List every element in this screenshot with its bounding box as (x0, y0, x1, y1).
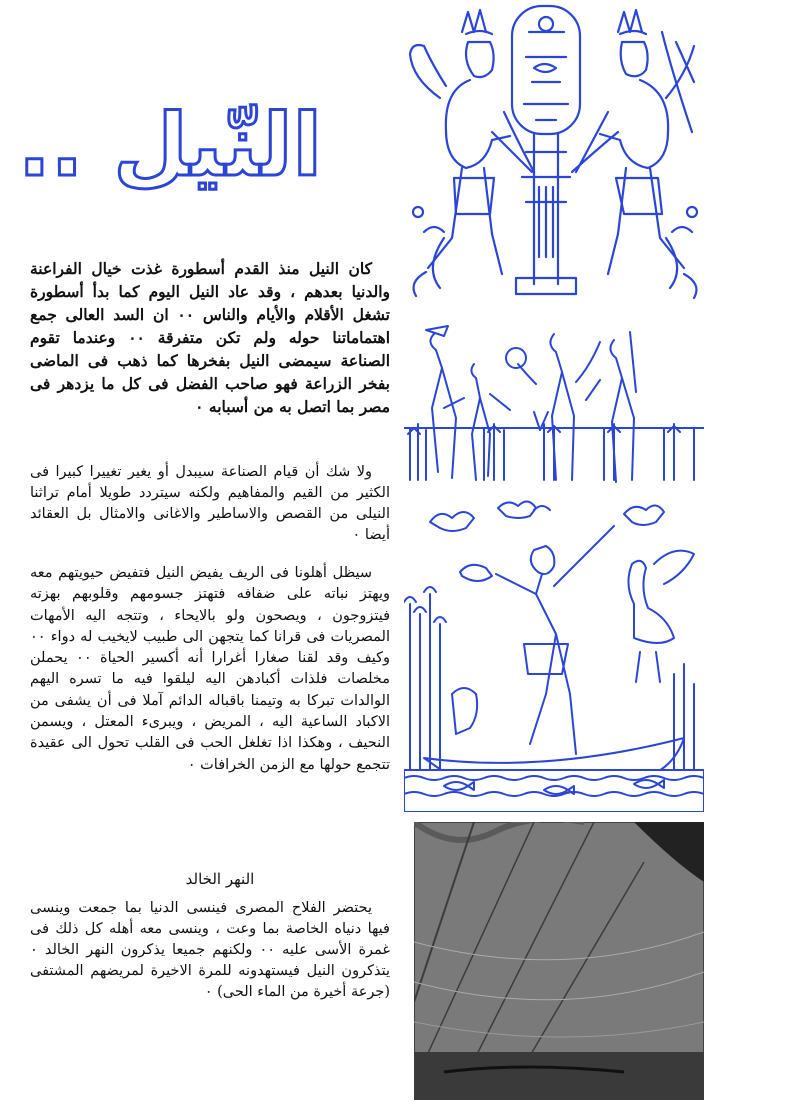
article-title: النّيل .. (18, 96, 323, 196)
harvest-scene-illustration (404, 324, 704, 484)
section-subheading: النهر الخالد (185, 870, 255, 888)
nile-nets-photo (414, 822, 704, 1100)
fowler-hunting-illustration (404, 494, 704, 812)
paragraph-3-text: يحتضر الفلاح المصرى فينسى الدنيا بما جمعت وينسى فيها دنياه الخاصة بما وعت ، وينسى معه أهله كل ذلك فى غمرة الأسى عليه ٠٠ ولكنهم جميعا يذكرون النهر الخالد ٠ يتذكرون النيل فيستهدونه للمرة الاخيرة لمريضهم المشتفى (جرعة أخيرة من الماء الحى) ٠ (30, 900, 391, 1000)
body-paragraph-2 (30, 563, 390, 776)
paragraph-1-text: ولا شك أن قيام الصناعة سيبدل أو يغير تغييرا كبيرا فى الكثير من القيم والمفاهيم ولكنه سيتردد طويلا أمام تراثنا النيلى من القصص والاساطير والاغانى والامثال بل العقائد أيضا ٠ (30, 464, 390, 543)
intro-text: كان النيل منذ القدم أسطورة غذت خيال الفراعنة والدنيا بعدهم ، وقد عاد النيل اليوم كما بدأ أسطورة تشغل الأقلام والأيام والناس ٠٠ ان السد العالى جمع اهتماماتنا حوله ولم تكن متفرقة ٠٠ وعندما تقوم الصناعة سيمضى النيل بفخرها كما ذهب فى الماضى بفخر الزراعة فهو صاحب الفضل فى كل ما يزدهر فى مصر بما اتصل به من أسبابه ٠ (30, 259, 390, 416)
body-paragraph-3 (30, 898, 390, 1003)
body-paragraph-1 (30, 462, 390, 546)
intro-paragraph (30, 257, 390, 418)
nile-gods-illustration (404, 2, 704, 302)
paragraph-2-text: سيظل أهلونا فى الريف يفيض النيل فتفيض حيويتهم معه ويهتز نباته على ضفافه فتهتز جسومهم وقلوبهم بهزته فيتزوجون ، ويصحون ولو بالايحاء ، وتتجه اليه الأمهات المصريات فى قرانا كما يتجهن الى طبيب لايخيب له دواء ٠٠ وكيف وقد لقنا صغارا أغرارا أنه أكسير الحياة ٠٠ يحملن مخلصات فلذات أكبادهن اليه ليلقوا فيه ما تسره اليهم الوالدات تبركا به وتيمنا باقباله الدائم آملا فى أن يشفى من الاكباد الساعية اليه ، المريض ، ويبرىء المعتل ، ويسمن النحيف ، وهكذا اذا تغلغل الحب فى القلب تحول الى عقيدة تتجمع حولها مع الزمن الخرافات ٠ (30, 565, 390, 773)
